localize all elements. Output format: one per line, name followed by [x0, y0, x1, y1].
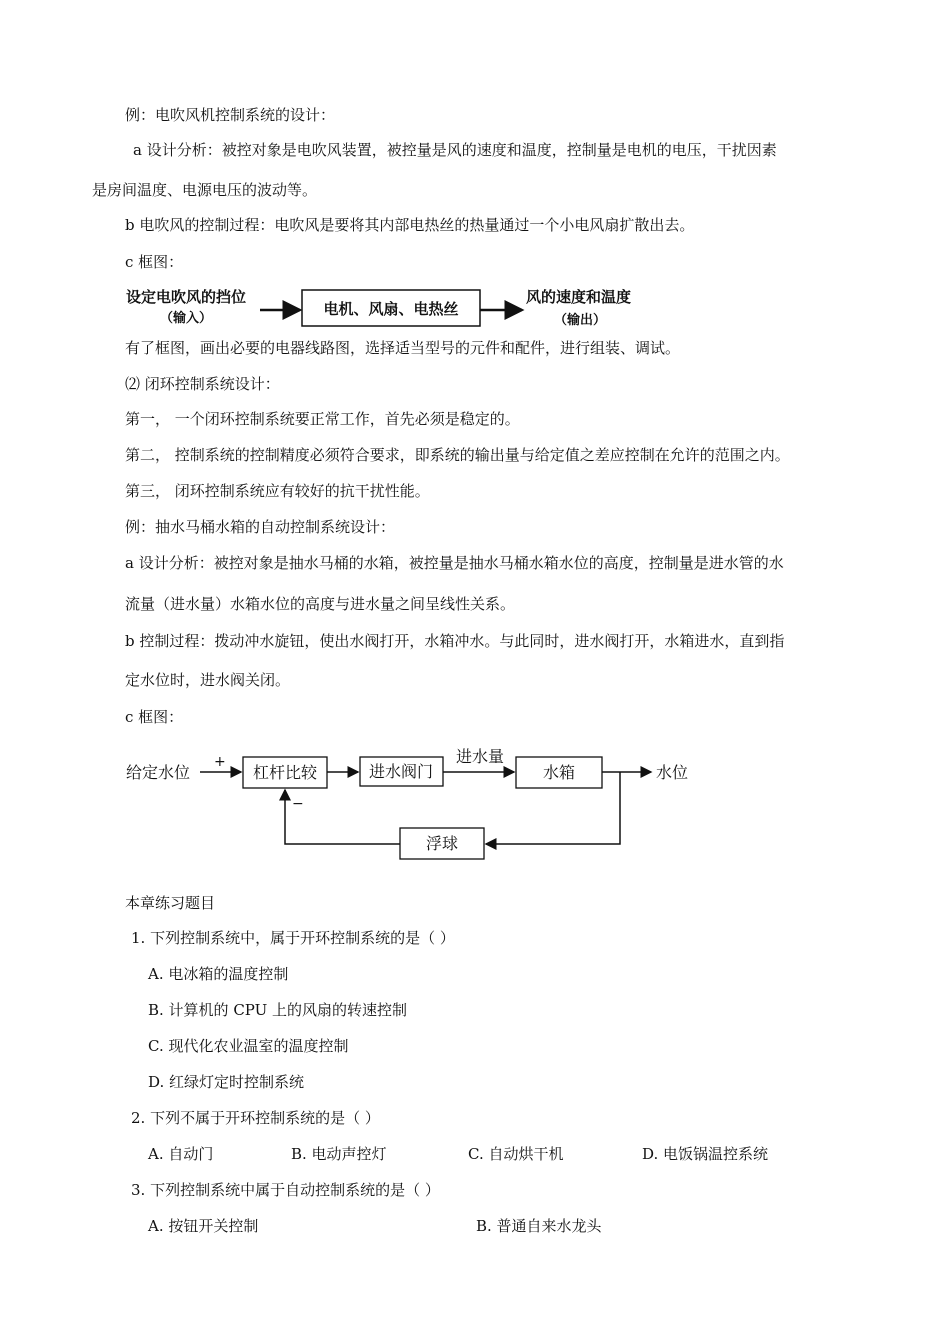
q3-option-a[interactable]: A. 按钮开关控制: [148, 1217, 259, 1235]
hairdryer-output-label: 风的速度和温度: [526, 288, 632, 306]
valve-label: 进水阀门: [368, 762, 434, 781]
requirement-second: 第二， 控制系统的控制精度必须符合要求，即系统的输出量与给定值之差应控制在允许的范围之内。: [125, 446, 790, 464]
plus-sign: +: [214, 754, 226, 770]
analysis-2-line1: a 设计分析：被控对象是抽水马桶的水箱，被控量是抽水马桶水箱水位的高度，控制量是进水管的水: [125, 554, 784, 572]
requirement-third: 第三， 闭环控制系统应有较好的抗干扰性能。: [125, 482, 430, 500]
analysis-1-line1: a 设计分析：被控对象是电吹风装置，被控量是风的速度和温度，控制量是电机的电压，干扰因素: [133, 141, 777, 159]
hairdryer-output-sub: （输出）: [554, 313, 607, 328]
process-2-line1: b 控制过程：拨动冲水旋钮，使出水阀打开，水箱冲水。与此同时，进水阀打开，水箱进水，直到指: [125, 632, 785, 650]
diagram-2-label: c 框图：: [125, 708, 184, 726]
process-2-line2: 定水位时，进水阀关闭。: [125, 671, 291, 689]
analysis-1-line2: 是房间温度、电源电压的波动等。: [92, 181, 318, 199]
tank-label: 水箱: [542, 763, 576, 782]
toilet-tank-block-diagram: [120, 738, 700, 863]
q1-option-a[interactable]: A. 电冰箱的温度控制: [148, 965, 289, 983]
q1-option-b[interactable]: B. 计算机的 CPU 上的风扇的转速控制: [148, 1001, 408, 1019]
exercises-heading: 本章练习题目: [125, 894, 216, 912]
hairdryer-input-sub: （输入）: [160, 311, 213, 326]
q1-option-c[interactable]: C. 现代化农业温室的温度控制: [148, 1037, 349, 1055]
example-1-title: 例：电吹风机控制系统的设计：: [125, 106, 336, 124]
q2-option-d[interactable]: D. 电饭锅温控系统: [642, 1145, 769, 1163]
flow-label: 进水量: [456, 747, 505, 766]
q2-option-c[interactable]: C. 自动烘干机: [468, 1145, 564, 1163]
tank-input-label: 给定水位: [126, 763, 191, 782]
q1-option-d[interactable]: D. 红绿灯定时控制系统: [148, 1073, 305, 1091]
hairdryer-input-label: 设定电吹风的挡位: [126, 288, 247, 306]
compare-label: 杠杆比较: [252, 763, 318, 782]
diagram-1-label: c 框图：: [125, 253, 184, 271]
requirement-first: 第一， 一个闭环控制系统要正常工作，首先必须是稳定的。: [125, 410, 520, 428]
hairdryer-block-label: 电机、风扇、电热丝: [323, 300, 459, 318]
minus-sign: −: [292, 796, 304, 812]
after-diagram-1: 有了框图，画出必要的电器线路图，选择适当型号的元件和配件，进行组装、调试。: [125, 339, 681, 357]
process-1: b 电吹风的控制过程：电吹风是要将其内部电热丝的热量通过一个小电风扇扩散出去。: [125, 216, 695, 234]
analysis-2-line2: 流量（进水量）水箱水位的高度与进水量之间呈线性关系。: [125, 595, 516, 613]
hairdryer-block-diagram: [120, 280, 680, 332]
q1-stem: 1. 下列控制系统中，属于开环控制系统的是（ ）: [131, 929, 455, 947]
q2-option-b[interactable]: B. 电动声控灯: [291, 1145, 387, 1163]
output-label: 水位: [656, 763, 689, 782]
q2-stem: 2. 下列不属于开环控制系统的是（ ）: [131, 1109, 380, 1127]
float-label: 浮球: [425, 834, 459, 853]
q3-stem: 3. 下列控制系统中属于自动控制系统的是（ ）: [131, 1181, 440, 1199]
closed-loop-heading: ⑵ 闭环控制系统设计：: [125, 375, 280, 393]
q3-option-b[interactable]: B. 普通自来水龙头: [476, 1217, 602, 1235]
example-2-title: 例：抽水马桶水箱的自动控制系统设计：: [125, 518, 396, 536]
q2-option-a[interactable]: A. 自动门: [148, 1145, 214, 1163]
